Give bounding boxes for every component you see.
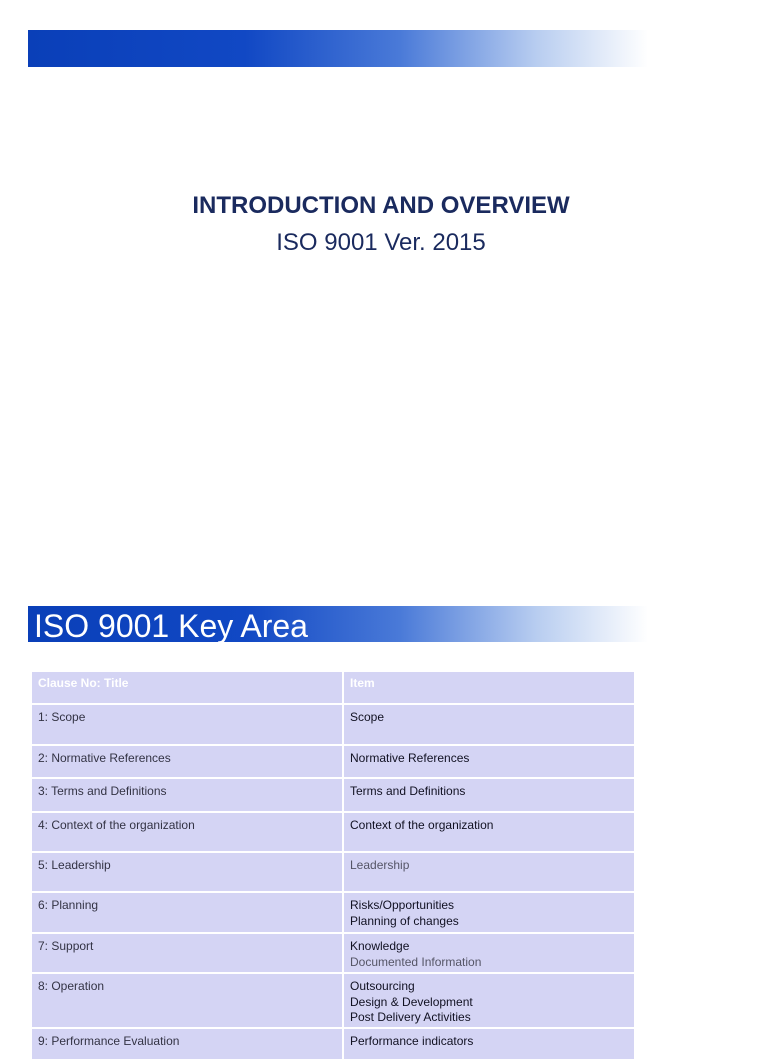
item-line: Knowledge xyxy=(350,939,410,953)
table-row xyxy=(32,893,634,934)
clause-cell: 6: Planning xyxy=(32,893,344,932)
table-row xyxy=(32,746,634,779)
item-line: Scope xyxy=(350,710,385,724)
table-row xyxy=(32,1029,634,1061)
table-row xyxy=(32,974,634,1029)
clause-cell: 4: Context of the organization xyxy=(32,813,344,851)
clause-cell: 2: Normative References xyxy=(32,746,344,777)
item-line: Design & Development xyxy=(350,994,473,1009)
clause-cell: 8: Operation xyxy=(32,974,344,1027)
item-line: Terms and Definitions xyxy=(350,784,466,798)
item-cell xyxy=(344,893,634,932)
clause-cell: 3: Terms and Definitions xyxy=(32,779,344,811)
item-line: Leadership xyxy=(350,858,410,872)
header-item: Item xyxy=(344,672,634,703)
table-row xyxy=(32,813,634,853)
item-cell xyxy=(344,779,634,811)
table-row xyxy=(32,934,634,974)
slide-subtitle: ISO 9001 Ver. 2015 xyxy=(276,229,486,256)
item-cell xyxy=(344,746,634,777)
key-area-table xyxy=(32,672,634,1061)
item-line: Planning of changes xyxy=(350,913,459,928)
clause-cell: 1: Scope xyxy=(32,705,344,744)
item-cell xyxy=(344,974,634,1027)
clause-cell: 9: Performance Evaluation xyxy=(32,1029,344,1059)
header-clause: Clause No: Title xyxy=(32,672,344,703)
table-row xyxy=(32,853,634,893)
item-line: Performance indicators xyxy=(350,1034,474,1048)
header-band xyxy=(28,30,648,67)
item-cell xyxy=(344,934,634,972)
table-row xyxy=(32,705,634,746)
item-line: Normative References xyxy=(350,751,470,765)
clause-cell: 5: Leadership xyxy=(32,853,344,891)
item-line: Risks/Opportunities xyxy=(350,898,455,912)
item-cell xyxy=(344,705,634,744)
item-line: Outsourcing xyxy=(350,979,415,993)
slide-title: INTRODUCTION AND OVERVIEW xyxy=(192,192,570,219)
item-line: Context of the organization xyxy=(350,818,494,832)
item-cell xyxy=(344,1029,634,1059)
section-title: ISO 9001 Key Area xyxy=(34,608,308,644)
table-row xyxy=(32,779,634,813)
item-line: Post Delivery Activities xyxy=(350,1010,471,1025)
table-header-row xyxy=(32,672,634,705)
item-cell xyxy=(344,853,634,891)
clause-cell: 7: Support xyxy=(32,934,344,972)
item-line: Documented Information xyxy=(350,954,482,969)
item-cell xyxy=(344,813,634,851)
